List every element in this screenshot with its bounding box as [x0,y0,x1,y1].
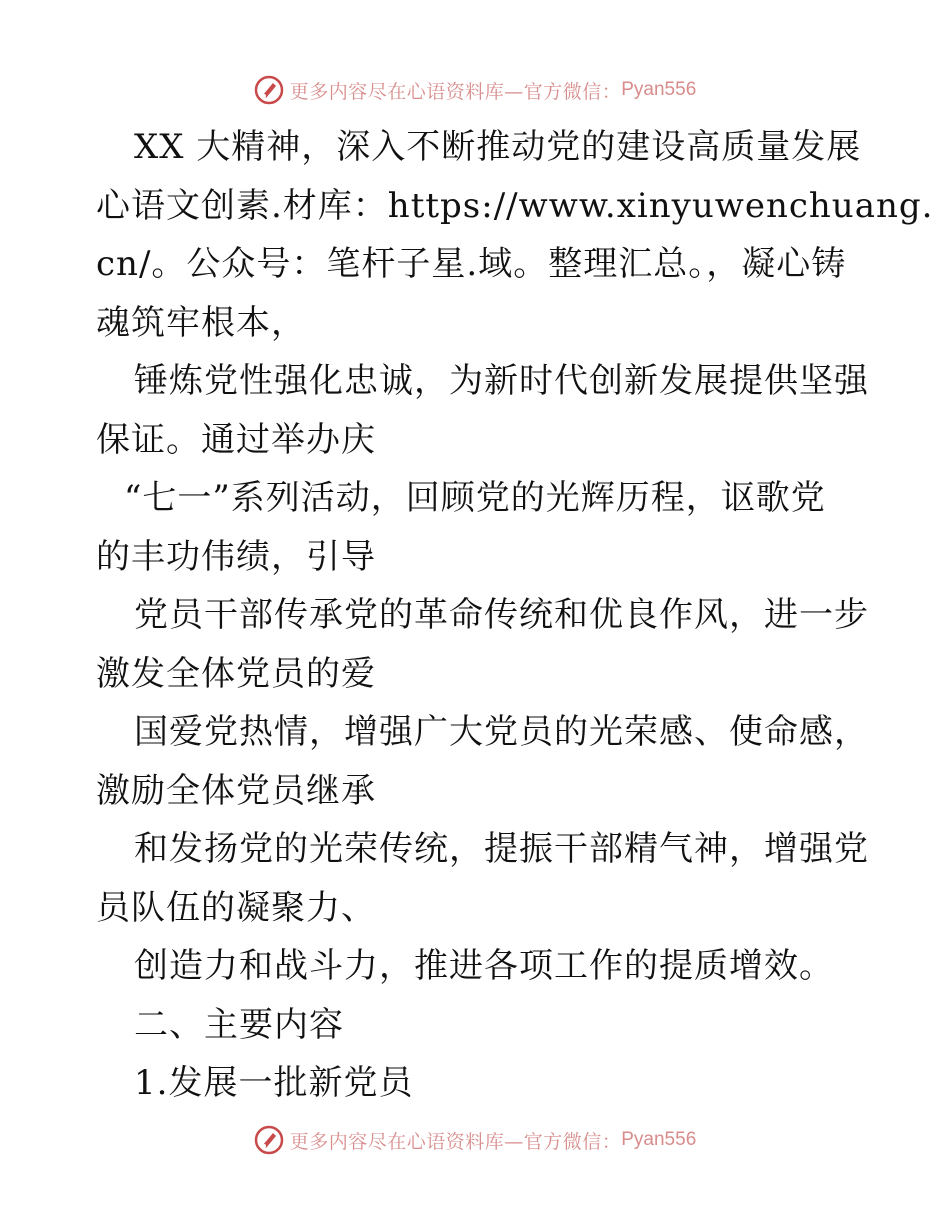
body-line: 的丰功伟绩，引导 [96,536,376,577]
footer-banner-id: Pyan556 [621,1129,697,1150]
logo-icon [254,75,284,105]
footer-banner-text: 更多内容尽在心语资料库—官方微信： [289,1130,622,1153]
body-line: 魂筑牢根本， [96,302,306,343]
header-banner [0,72,950,108]
body-line: XX 大精神，深入不断推动党的建设高质量发展 [134,127,862,167]
document-body [96,118,934,1113]
body-line: “七一”系列活动，回顾党的光辉历程，讴歌党 [124,478,826,518]
logo-icon [254,1125,284,1155]
body-line: 创造力和战斗力，推进各项工作的提质增效。 [134,946,834,986]
header-banner-id: Pyan556 [621,79,697,100]
body-line: 激发全体党员的爱 [96,653,376,694]
body-line: 心语文创素.材库：https://www.xinyuwenchuang. [96,185,934,226]
body-line: 党员干部传承党的革命传统和优良作风，进一步 [134,595,869,635]
footer-banner [0,1122,950,1158]
body-line: 保证。通过举办庆 [96,419,376,460]
body-line: cn/。公众号：笔杆子星.域。整理汇总。，凝心铸 [96,244,847,284]
body-line: 锤炼党性强化忠诚，为新时代创新发展提供坚强 [134,361,869,401]
header-banner-text: 更多内容尽在心语资料库—官方微信： [289,80,622,103]
subsection-heading: 1.发展一批新党员 [134,1063,414,1103]
body-line: 员队伍的凝聚力、 [96,887,376,928]
body-line: 和发扬党的光荣传统，提振干部精气神，增强党 [134,829,869,869]
section-heading: 二、主要内容 [134,1004,344,1045]
body-line: 激励全体党员继承 [96,770,376,811]
body-line: 国爱党热情，增强广大党员的光荣感、使命感， [134,712,869,752]
